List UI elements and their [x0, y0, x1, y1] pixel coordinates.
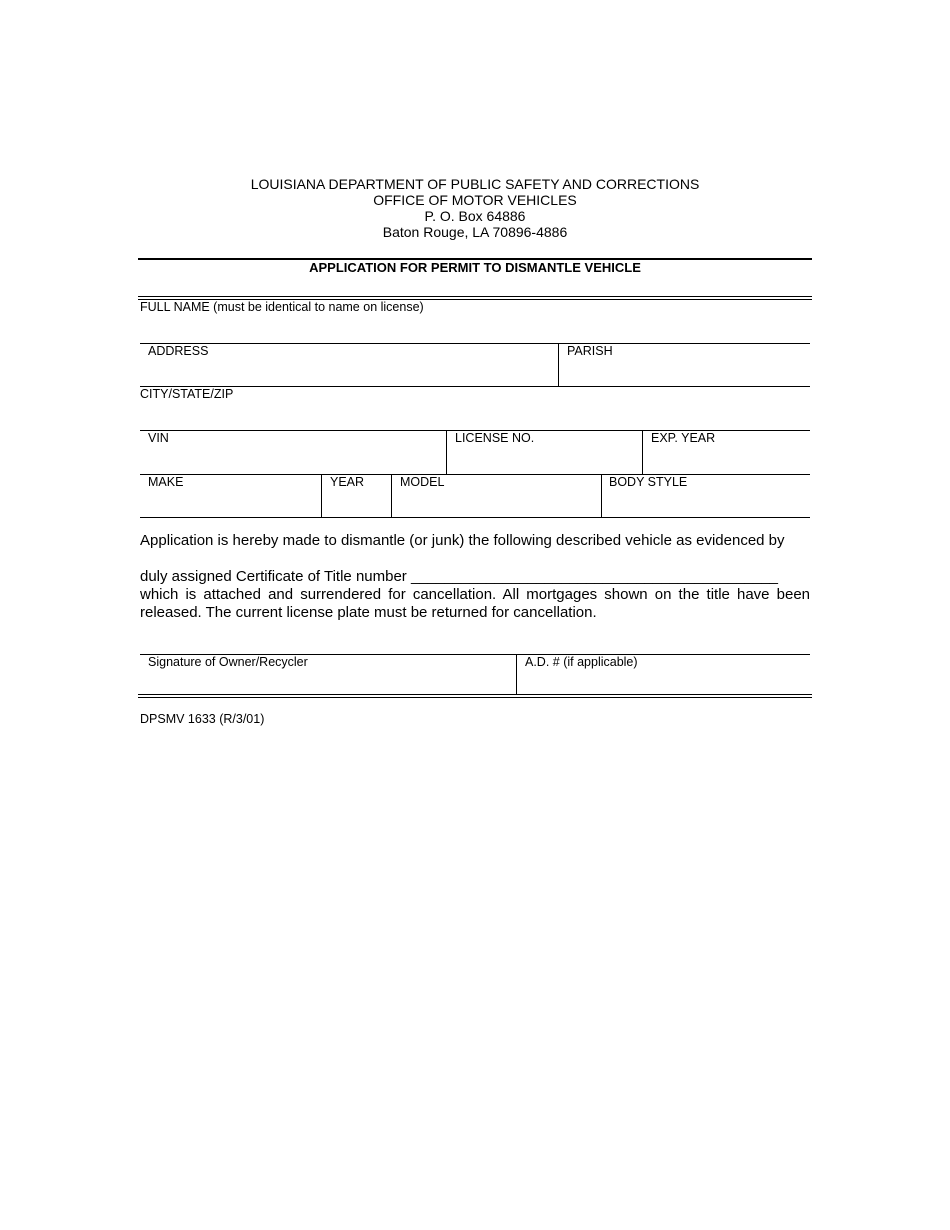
ad-number-field[interactable] — [518, 671, 810, 693]
full-name-label: FULL NAME (must be identical to name on license) — [140, 300, 424, 314]
model-body-divider — [601, 474, 602, 517]
po-box: P. O. Box 64886 — [424, 208, 526, 224]
make-label: MAKE — [148, 475, 184, 489]
address-parish-divider — [558, 343, 559, 386]
agency-header — [0, 176, 950, 240]
title-bottom-rule-1 — [138, 296, 812, 297]
city-address: Baton Rouge, LA 70896-4886 — [382, 224, 568, 240]
license-no-label: LICENSE NO. — [455, 431, 535, 445]
ad-number-label: A.D. # (if applicable) — [525, 655, 638, 669]
signature-bottom-rule-2 — [138, 697, 812, 698]
vehicle-bottom-rule — [140, 517, 810, 518]
address-field[interactable] — [140, 360, 556, 384]
statement-line-4: released. The current license plate must be returned for cancellation. — [140, 604, 597, 621]
body-style-label: BODY STYLE — [609, 475, 688, 489]
year-label: YEAR — [330, 475, 365, 489]
office-name: OFFICE OF MOTOR VEHICLES — [373, 192, 577, 208]
exp-year-field[interactable] — [644, 447, 810, 473]
signature-label: Signature of Owner/Recycler — [148, 655, 308, 669]
license-no-field[interactable] — [448, 447, 640, 473]
vin-license-divider — [446, 430, 447, 474]
address-row-rule — [140, 343, 810, 344]
parish-field[interactable] — [560, 360, 810, 384]
make-year-divider — [321, 474, 322, 517]
city-state-zip-field[interactable] — [140, 403, 810, 429]
address-label: ADDRESS — [148, 344, 209, 358]
city-row-rule — [140, 386, 810, 387]
city-state-zip-label: CITY/STATE/ZIP — [140, 387, 234, 401]
exp-year-label: EXP. YEAR — [651, 431, 716, 445]
make-row-rule — [140, 474, 810, 475]
body-style-field[interactable] — [603, 491, 810, 517]
signature-field[interactable] — [140, 671, 514, 693]
make-field[interactable] — [140, 491, 319, 517]
year-model-divider — [391, 474, 392, 517]
signature-bottom-rule-1 — [138, 694, 812, 695]
vin-label: VIN — [148, 431, 169, 445]
signature-ad-divider — [516, 654, 517, 694]
vin-field[interactable] — [140, 447, 444, 473]
model-field[interactable] — [393, 491, 599, 517]
license-exp-divider — [642, 430, 643, 474]
statement-line-1: Application is hereby made to dismantle (or junk) the following described vehicle as evidenced by — [140, 532, 785, 549]
form-title: APPLICATION FOR PERMIT TO DISMANTLE VEHICLE — [309, 260, 641, 275]
parish-label: PARISH — [567, 344, 613, 358]
form-number: DPSMV 1633 (R/3/01) — [140, 712, 265, 726]
statement-line-2: duly assigned Certificate of Title number ____________________________________________ — [140, 568, 779, 585]
year-field[interactable] — [323, 491, 389, 517]
statement-line-3: which is attached and surrendered for cancellation. All mortgages shown on the title have been — [140, 586, 810, 603]
agency-name: LOUISIANA DEPARTMENT OF PUBLIC SAFETY AND CORRECTIONS — [250, 176, 700, 192]
model-label: MODEL — [400, 475, 445, 489]
full-name-field[interactable] — [138, 316, 812, 342]
